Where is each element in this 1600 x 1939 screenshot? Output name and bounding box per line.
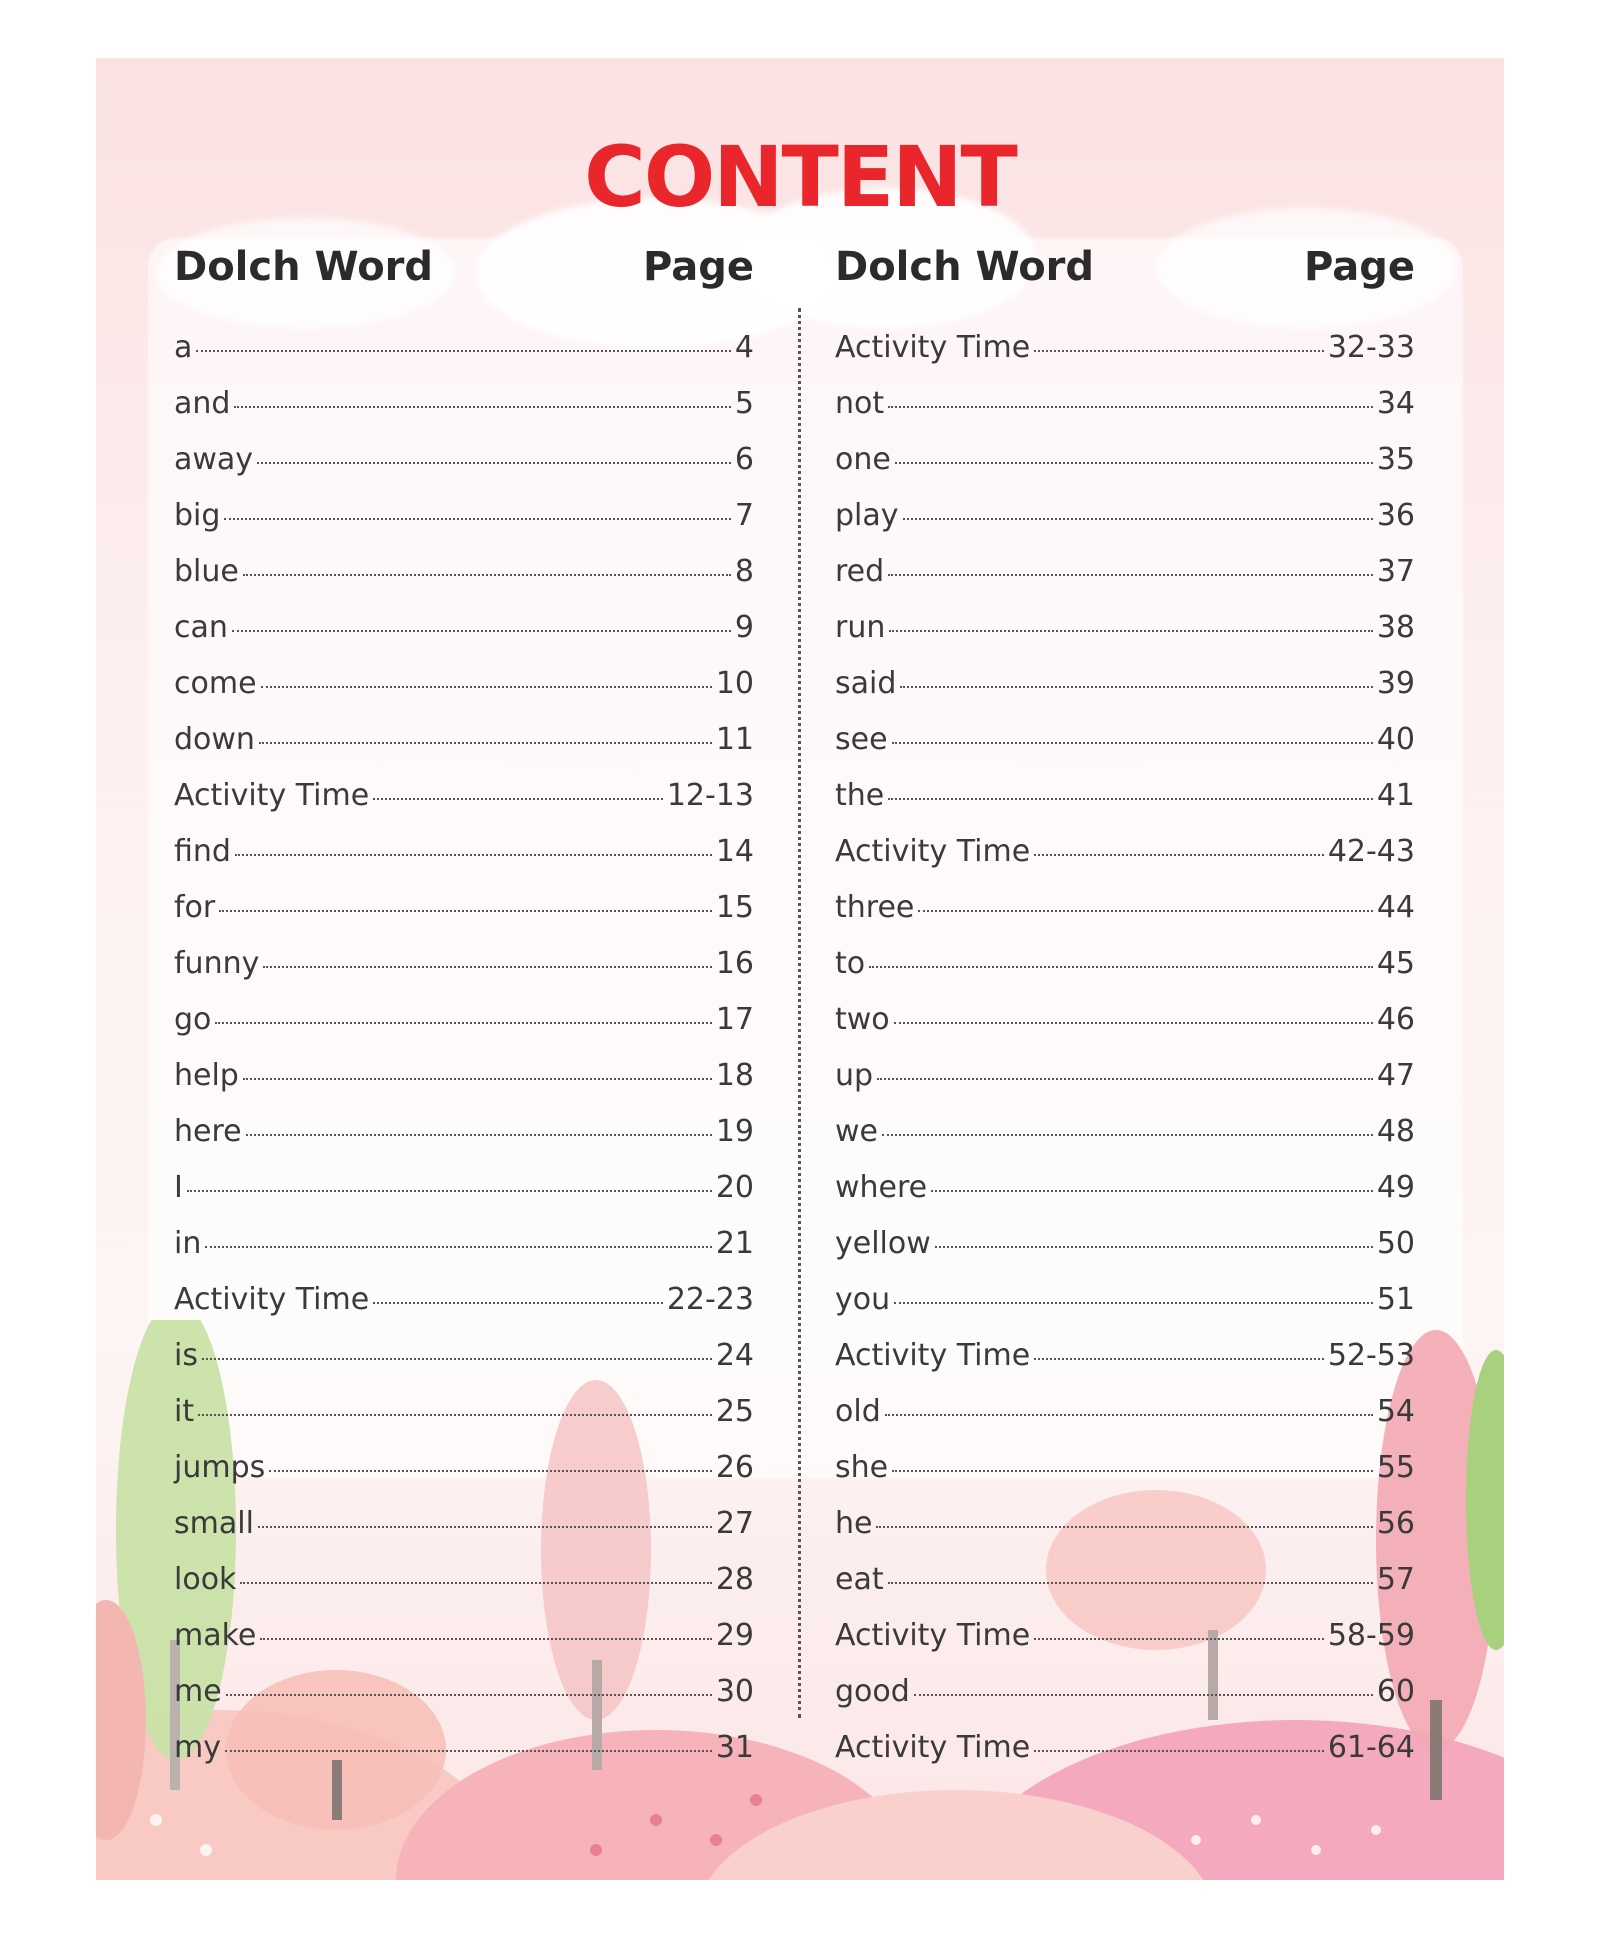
entry-word: it <box>174 1394 195 1429</box>
dot-leader <box>894 1022 1373 1024</box>
entry-page: 29 <box>715 1618 754 1653</box>
toc-entry <box>174 1058 754 1114</box>
entry-page: 47 <box>1376 1058 1415 1093</box>
entry-word: three <box>835 890 915 925</box>
entry-word: old <box>835 1394 881 1429</box>
entry-word: you <box>835 1282 891 1317</box>
entry-word: see <box>835 722 888 757</box>
toc-entry <box>174 1002 754 1058</box>
toc-entry <box>835 1618 1415 1674</box>
entry-page: 36 <box>1376 498 1415 533</box>
toc-entry <box>174 1226 754 1282</box>
entry-page: 21 <box>715 1226 754 1261</box>
dot-leader <box>263 966 711 968</box>
toc-entry <box>174 1562 754 1618</box>
dot-leader <box>877 1078 1373 1080</box>
dot-leader <box>258 1526 712 1528</box>
dot-leader <box>1034 854 1324 856</box>
dot-leader <box>259 742 712 744</box>
header-dolch-word: Dolch Word <box>174 244 434 290</box>
entry-page: 4 <box>734 330 754 365</box>
dot-leader <box>219 910 712 912</box>
entry-word: a <box>174 330 193 365</box>
entry-word: come <box>174 666 257 701</box>
dot-leader <box>243 1078 712 1080</box>
entry-page: 10 <box>715 666 754 701</box>
toc-entry <box>174 722 754 778</box>
dot-leader <box>232 630 731 632</box>
dot-leader <box>885 1414 1373 1416</box>
entry-page: 61-64 <box>1327 1730 1415 1765</box>
entry-word: play <box>835 498 899 533</box>
dot-leader <box>215 1022 711 1024</box>
entry-page: 7 <box>734 498 754 533</box>
dot-leader <box>187 1190 712 1192</box>
entry-page: 11 <box>715 722 754 757</box>
toc-entry <box>835 1730 1415 1786</box>
entry-word: we <box>835 1114 878 1149</box>
dot-leader <box>931 1190 1373 1192</box>
entry-word: Activity Time <box>835 834 1031 869</box>
toc-entry <box>174 1394 754 1450</box>
toc-entry <box>174 1282 754 1338</box>
entry-word: not <box>835 386 885 421</box>
entry-word: jumps <box>174 1450 266 1485</box>
entry-word: Activity Time <box>174 778 370 813</box>
dot-leader <box>888 798 1373 800</box>
toc-entry <box>174 554 754 610</box>
entry-page: 26 <box>715 1450 754 1485</box>
entry-word: to <box>835 946 866 981</box>
toc-entry <box>174 1170 754 1226</box>
toc-entry <box>835 610 1415 666</box>
entry-page: 52-53 <box>1327 1338 1415 1373</box>
dot-leader <box>903 518 1373 520</box>
entry-word: up <box>835 1058 874 1093</box>
entry-page: 30 <box>715 1674 754 1709</box>
entry-word: is <box>174 1338 198 1373</box>
toc-entry <box>835 1562 1415 1618</box>
entry-word: said <box>835 666 897 701</box>
dot-leader <box>196 350 731 352</box>
entry-page: 41 <box>1376 778 1415 813</box>
entry-word: big <box>174 498 221 533</box>
toc-entry <box>174 666 754 722</box>
column-header <box>835 244 1415 330</box>
entry-word: the <box>835 778 885 813</box>
entry-page: 9 <box>734 610 754 645</box>
entry-page: 45 <box>1376 946 1415 981</box>
dot-leader <box>235 854 712 856</box>
dot-leader <box>198 1414 712 1416</box>
dot-leader <box>257 462 731 464</box>
entry-page: 17 <box>715 1002 754 1037</box>
toc-entry <box>835 386 1415 442</box>
entry-page: 48 <box>1376 1114 1415 1149</box>
dot-leader <box>888 574 1373 576</box>
column-header <box>174 244 754 330</box>
dot-leader <box>240 1582 711 1584</box>
dot-leader <box>260 1638 711 1640</box>
entry-word: Activity Time <box>835 1730 1031 1765</box>
toc-entry <box>835 1170 1415 1226</box>
entry-word: Activity Time <box>835 1338 1031 1373</box>
entry-word: good <box>835 1674 910 1709</box>
dot-leader <box>205 1246 711 1248</box>
header-dolch-word: Dolch Word <box>835 244 1095 290</box>
toc-entry <box>835 1338 1415 1394</box>
entry-page: 54 <box>1376 1394 1415 1429</box>
entry-page: 16 <box>715 946 754 981</box>
toc-entry <box>835 890 1415 946</box>
toc-entry <box>174 498 754 554</box>
entry-list <box>835 330 1415 1786</box>
toc-entry <box>174 386 754 442</box>
entry-page: 49 <box>1376 1170 1415 1205</box>
entry-word: help <box>174 1058 239 1093</box>
entry-word: he <box>835 1506 873 1541</box>
contents-column-left <box>174 244 754 1786</box>
dot-leader <box>914 1694 1373 1696</box>
entry-word: for <box>174 890 216 925</box>
dot-leader <box>1034 1358 1324 1360</box>
toc-entry <box>174 610 754 666</box>
entry-word: me <box>174 1674 222 1709</box>
entry-page: 12-13 <box>666 778 754 813</box>
entry-word: one <box>835 442 891 477</box>
entry-page: 24 <box>715 1338 754 1373</box>
entry-page: 25 <box>715 1394 754 1429</box>
entry-list <box>174 330 754 1786</box>
entry-page: 15 <box>715 890 754 925</box>
entry-page: 14 <box>715 834 754 869</box>
toc-entry <box>835 1058 1415 1114</box>
contents-column-right <box>835 244 1415 1786</box>
entry-word: Activity Time <box>835 330 1031 365</box>
dot-leader <box>900 686 1372 688</box>
toc-entry <box>835 1226 1415 1282</box>
toc-entry <box>174 442 754 498</box>
toc-entry <box>174 946 754 1002</box>
dot-leader <box>869 966 1373 968</box>
dot-leader <box>373 1302 663 1304</box>
dot-leader <box>935 1246 1373 1248</box>
entry-word: find <box>174 834 231 869</box>
toc-entry <box>835 946 1415 1002</box>
dot-leader <box>889 630 1372 632</box>
entry-page: 35 <box>1376 442 1415 477</box>
dot-leader <box>892 1470 1373 1472</box>
entry-page: 37 <box>1376 554 1415 589</box>
entry-page: 50 <box>1376 1226 1415 1261</box>
entry-word: two <box>835 1002 890 1037</box>
toc-entry <box>835 1506 1415 1562</box>
entry-page: 57 <box>1376 1562 1415 1597</box>
dot-leader <box>224 518 730 520</box>
dot-leader <box>373 798 663 800</box>
entry-page: 28 <box>715 1562 754 1597</box>
toc-entry <box>835 834 1415 890</box>
entry-page: 31 <box>715 1730 754 1765</box>
toc-entry <box>835 554 1415 610</box>
dot-leader <box>225 1750 712 1752</box>
toc-entry <box>835 498 1415 554</box>
entry-word: blue <box>174 554 239 589</box>
entry-word: my <box>174 1730 221 1765</box>
dot-leader <box>261 686 712 688</box>
dot-leader <box>894 1302 1373 1304</box>
entry-page: 6 <box>734 442 754 477</box>
toc-entry <box>835 442 1415 498</box>
dot-leader <box>888 406 1373 408</box>
entry-word: and <box>174 386 231 421</box>
dot-leader <box>888 1582 1373 1584</box>
entry-page: 20 <box>715 1170 754 1205</box>
entry-page: 34 <box>1376 386 1415 421</box>
toc-entry <box>174 330 754 386</box>
dot-leader <box>202 1358 712 1360</box>
dot-leader <box>269 1470 712 1472</box>
column-divider <box>798 308 801 1718</box>
entry-word: yellow <box>835 1226 931 1261</box>
entry-page: 58-59 <box>1327 1618 1415 1653</box>
entry-word: make <box>174 1618 257 1653</box>
header-page: Page <box>1304 244 1415 290</box>
entry-word: run <box>835 610 886 645</box>
dot-leader <box>882 1134 1373 1136</box>
entry-word: go <box>174 1002 212 1037</box>
entry-page: 44 <box>1376 890 1415 925</box>
toc-entry <box>835 778 1415 834</box>
entry-word: red <box>835 554 885 589</box>
entry-word: in <box>174 1226 202 1261</box>
entry-word: eat <box>835 1562 884 1597</box>
toc-entry <box>174 1506 754 1562</box>
entry-word: down <box>174 722 255 757</box>
dot-leader <box>234 406 730 408</box>
toc-entry <box>835 1394 1415 1450</box>
entry-page: 56 <box>1376 1506 1415 1541</box>
dot-leader <box>1034 1638 1324 1640</box>
toc-entry <box>174 1450 754 1506</box>
entry-word: away <box>174 442 254 477</box>
entry-word: I <box>174 1170 183 1205</box>
entry-word: Activity Time <box>174 1282 370 1317</box>
entry-word: small <box>174 1506 254 1541</box>
dot-leader <box>895 462 1373 464</box>
header-page: Page <box>643 244 754 290</box>
entry-page: 55 <box>1376 1450 1415 1485</box>
dot-leader <box>876 1526 1372 1528</box>
toc-entry <box>174 1674 754 1730</box>
entry-word: can <box>174 610 228 645</box>
dot-leader <box>1034 350 1324 352</box>
entry-page: 60 <box>1376 1674 1415 1709</box>
dot-leader <box>243 574 731 576</box>
dot-leader <box>1034 1750 1324 1752</box>
toc-entry <box>174 1338 754 1394</box>
page-title: CONTENT <box>584 128 1016 226</box>
entry-page: 19 <box>715 1114 754 1149</box>
toc-entry <box>835 722 1415 778</box>
entry-page: 46 <box>1376 1002 1415 1037</box>
entry-word: Activity Time <box>835 1618 1031 1653</box>
toc-entry <box>174 1618 754 1674</box>
contents-page <box>96 58 1504 1880</box>
toc-entry <box>835 1450 1415 1506</box>
entry-page: 27 <box>715 1506 754 1541</box>
toc-entry <box>835 330 1415 386</box>
toc-entry <box>835 666 1415 722</box>
dot-leader <box>226 1694 712 1696</box>
dot-leader <box>892 742 1373 744</box>
entry-word: funny <box>174 946 260 981</box>
entry-page: 8 <box>734 554 754 589</box>
entry-page: 32-33 <box>1327 330 1415 365</box>
dot-leader <box>246 1134 712 1136</box>
dot-leader <box>918 910 1372 912</box>
entry-word: where <box>835 1170 928 1205</box>
entry-page: 22-23 <box>666 1282 754 1317</box>
entry-page: 18 <box>715 1058 754 1093</box>
entry-word: look <box>174 1562 237 1597</box>
toc-entry <box>174 1730 754 1786</box>
entry-page: 5 <box>734 386 754 421</box>
toc-entry <box>835 1282 1415 1338</box>
entry-page: 39 <box>1376 666 1415 701</box>
entry-word: here <box>174 1114 242 1149</box>
entry-word: she <box>835 1450 889 1485</box>
entry-page: 51 <box>1376 1282 1415 1317</box>
entry-page: 40 <box>1376 722 1415 757</box>
toc-entry <box>835 1002 1415 1058</box>
entry-page: 38 <box>1376 610 1415 645</box>
toc-entry <box>174 1114 754 1170</box>
toc-entry <box>174 890 754 946</box>
toc-entry <box>174 778 754 834</box>
entry-page: 42-43 <box>1327 834 1415 869</box>
toc-entry <box>835 1114 1415 1170</box>
toc-entry <box>174 834 754 890</box>
toc-entry <box>835 1674 1415 1730</box>
